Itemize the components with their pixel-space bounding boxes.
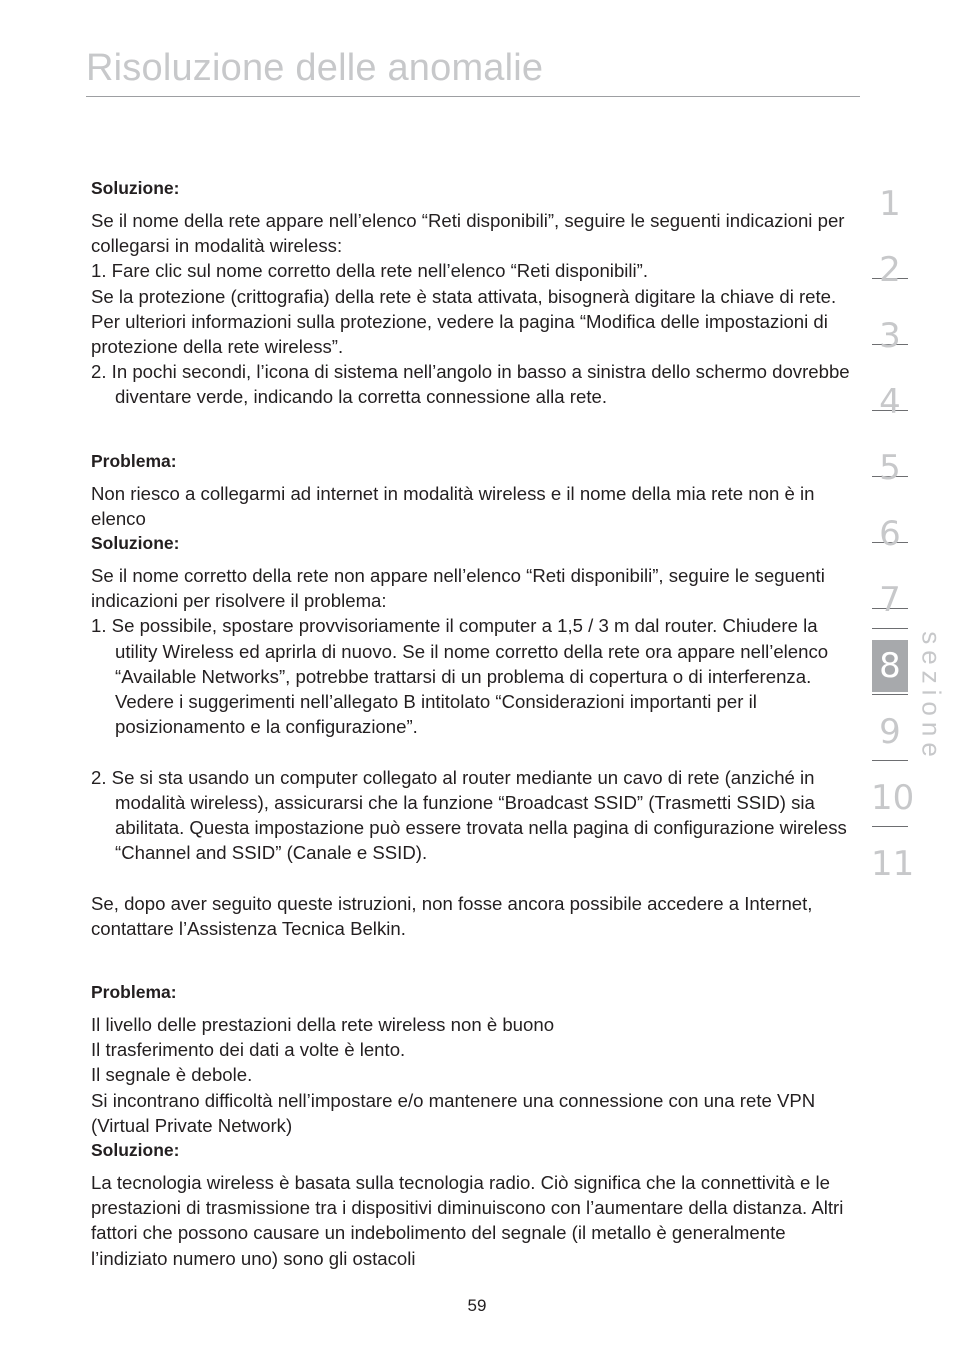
solution-heading: Soluzione:: [91, 1140, 180, 1161]
solution-step-2: 2. In pochi secondi, l’icona di sistema nell’angolo in basso a sinistra dello schermo dovrebbe diventare verde, indicando la corretta connessione alla rete.: [91, 361, 850, 408]
section-number-6[interactable]: 6: [879, 514, 901, 554]
section-number-1[interactable]: 1: [879, 184, 901, 224]
problem-line: Il trasferimento dei dati a volte è lento.: [91, 1039, 406, 1061]
problem-heading: Problema:: [91, 982, 177, 1003]
section-divider: [872, 694, 908, 695]
solution-step-1: 1. Se possibile, spostare provvisoriamente il computer a 1,5 / 3 m dal router. Chiudere la utility Wireless ed aprirla di nuovo. Se il nome corretto della rete ora appare nell’elenco “Available Networks”, potrebbe trattarsi di un problema di copertura o di interferenza. Vedere i suggerimenti nell’allegato B intitolato “Considerazioni importanti per il posizionamento e la configurazione”.: [91, 615, 829, 738]
solution-intro: Se il nome corretto della rete non appare nell’elenco “Reti disponibili”, seguire le seguenti indicazioni per risolvere il problema:: [91, 565, 825, 612]
section-number-8-active[interactable]: 8: [872, 640, 908, 692]
problem-line: Il livello delle prestazioni della rete wireless non è buono: [91, 1014, 555, 1036]
solution-step-1: 1. Fare clic sul nome corretto della rete nell’elenco “Reti disponibili”.: [91, 260, 649, 282]
section-number-2[interactable]: 2: [879, 250, 901, 290]
section-number-4[interactable]: 4: [879, 382, 901, 422]
section-number-11[interactable]: 11: [871, 844, 915, 884]
section-divider: [872, 760, 908, 761]
solution-intro: Se il nome della rete appare nell’elenco “Reti disponibili”, seguire le seguenti indicazioni per collegarsi in modalità wireless:: [91, 210, 845, 257]
solution-closing: Se, dopo aver seguito queste istruzioni, non fosse ancora possibile accedere a Internet, contattare l’Assistenza Tecnica Belkin.: [91, 892, 813, 939]
solution-step-2: 2. Se si sta usando un computer collegato al router mediante un cavo di rete (anziché in modalità wireless), assicurarsi che la funzione “Broadcast SSID” (Trasmetti SSID) sia abilitata. Questa impostazione può essere trovata nella pagina di configurazione wireless “Channel and SSID” (Canale e SSID).: [91, 766, 847, 864]
section-number-10[interactable]: 10: [871, 778, 915, 818]
problem-line: Si incontrano difficoltà nell’impostare e/o mantenere una connessione con una rete VPN (Virtual Private Network): [91, 1089, 816, 1136]
section-number-3[interactable]: 3: [879, 316, 901, 356]
title-divider: [86, 96, 860, 97]
solution-heading: Soluzione:: [91, 178, 180, 198]
page-title: Risoluzione delle anomalie: [86, 47, 544, 89]
section-label-text: sezione: [916, 631, 947, 763]
problem-line: Il segnale è debole.: [91, 1064, 253, 1086]
solution-paragraph: Se la protezione (crittografia) della rete è stata attivata, bisognerà digitare la chiave di rete. Per ulteriori informazioni sulla protezione, vedere la pagina “Modifica delle impostazioni di protezione della rete wireless”.: [91, 285, 837, 358]
problem-heading: Problema:: [91, 450, 177, 471]
problem-text: Non riesco a collegarmi ad internet in modalità wireless e il nome della mia rete non è in elenco: [91, 482, 815, 529]
section-label: [916, 632, 946, 762]
solution-text: La tecnologia wireless è basata sulla tecnologia radio. Ciò significa che la connettività e le prestazioni di trasmissione tra i dispositivi diminuiscono con l’aumentare della distanza. Altri fattori che possono causare un indebolimento del segnale (il metallo è generalmente l’indiziato numero uno) sono gli ostacoli: [91, 1172, 844, 1269]
section-number-9[interactable]: 9: [879, 712, 901, 752]
section-divider: [872, 628, 908, 629]
section-number-5[interactable]: 5: [879, 448, 901, 488]
solution-heading: Soluzione:: [91, 533, 180, 554]
document-body: [91, 176, 861, 1271]
section-divider: [872, 826, 908, 827]
section-number-7[interactable]: 7: [879, 580, 901, 620]
page-number: 59: [467, 1296, 487, 1315]
